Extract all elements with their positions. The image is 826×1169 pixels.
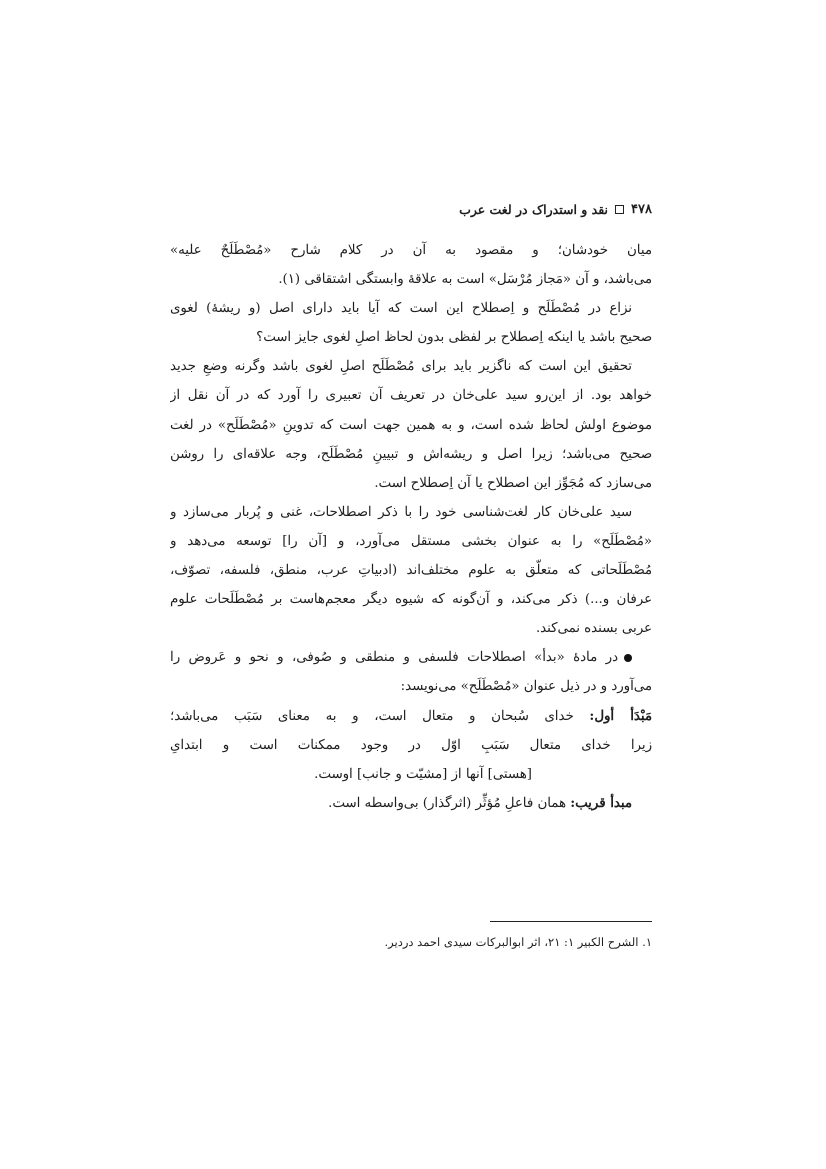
bullet-icon <box>624 654 632 662</box>
text-line: می‌آورد و در ذیل عنوان «مُصْطَلَح» می‌نویسد: <box>400 679 652 695</box>
main-text <box>170 236 652 818</box>
square-ornament-icon <box>615 205 624 214</box>
term-mabda-awwal: مَبْدَأ أول: <box>589 708 652 724</box>
text-line: خدای سُبحان و متعال است، و به معنای سَبَب می‌باشد؛ <box>170 708 574 724</box>
text-line: صحیح باشد یا اینکه اِصطلاح بر لفظی بدون لحاظ اصلِ لغوی جایز است؟ <box>256 330 652 346</box>
text-line: در مادهٔ «بدأ» اصطلاحات فلسفی و منطقی و صُوفی، و نحو و عَروض را <box>170 650 618 666</box>
page-body <box>170 196 652 818</box>
text-line: می‌سازد که مُجَوِّز این اصطلاح یا آن اِصطلاح است. <box>374 475 652 491</box>
text-line: همان فاعلِ مُؤثِّر (اثرگذار) بی‌واسطه است. <box>328 795 566 811</box>
running-title: نقد و استدراک در لغت عرب <box>459 201 609 217</box>
text-line: میان خودشان؛ و مقصود به آن در کلام شارح «مُصْطَلَحٌ علیه» <box>170 243 652 258</box>
footnote: ۱. الشرح الکبیر ۱: ۲۱، اثر ابوالبرکات سیدی احمد دردیر. <box>384 935 652 949</box>
text-line: نزاع در مُصْطَلَح و اِصطلاح این است که آیا باید دارای اصل (و ریشهٔ) لغوی <box>170 301 632 317</box>
definition-line <box>170 789 652 818</box>
text-line: زیرا خدای متعال سَبَبِ اوّل در وجود ممکنات است و ابتدایِ <box>170 737 652 753</box>
definition-line <box>170 702 652 731</box>
text-line: [هستی] آنها از [مشیّت و جانب] اوست. <box>314 766 532 782</box>
text-line: تحقیق این است که ناگزیر باید برای مُصْطَلَح اصلِ لغوی باشد وگرنه وضعِ جدید <box>170 359 632 375</box>
text-line: «مُصْطَلَح» را به عنوان بخشی مستقل می‌آورد، و [آن را] توسعه می‌دهد و <box>170 533 652 549</box>
text-line: مُصْطَلَحاتی که متعلّق به علوم مختلف‌اند (ادبیاتِ عرب، منطق، فلسفه، تصوّف، <box>170 563 652 579</box>
text-line: عربی بسنده نمی‌کند. <box>535 621 652 637</box>
text-line: موضوع اولش لحاظ شده است، و به همین جهت است که تدوینِ «مُصْطَلَح» در لغت <box>170 417 652 433</box>
text-line: سید علی‌خان کار لغت‌شناسی خود را با ذکر اصطلاحات، غنی و پُربار می‌سازد و <box>170 504 632 520</box>
page-number: ۴۷۸ <box>631 201 652 217</box>
text-line: عرفان و...) ذکر می‌کند، و آن‌گونه که شیوه دیگر معجم‌هاست بر مُصْطَلَحات علوم <box>170 592 652 608</box>
running-header <box>170 196 652 222</box>
text-line: صحیح می‌باشد؛ زیرا اصل و ریشه‌اش و تبیینِ مُصْطَلَح، وجه علاقه‌ای را روشن <box>170 446 652 462</box>
term-mabda-qarib: مبدأ قريب: <box>570 795 632 811</box>
bullet-line <box>170 643 652 672</box>
text-line: خواهد بود. از این‌رو سید علی‌خان در تعریف آن تعبیری را آورد که در آن نقل از <box>170 388 652 404</box>
footnote-rule <box>490 921 652 922</box>
text-line: می‌باشد، و آن «مَجاز مُرْسَل» است به علاقهٔ وابستگی اشتقاقی (۱). <box>278 272 652 288</box>
